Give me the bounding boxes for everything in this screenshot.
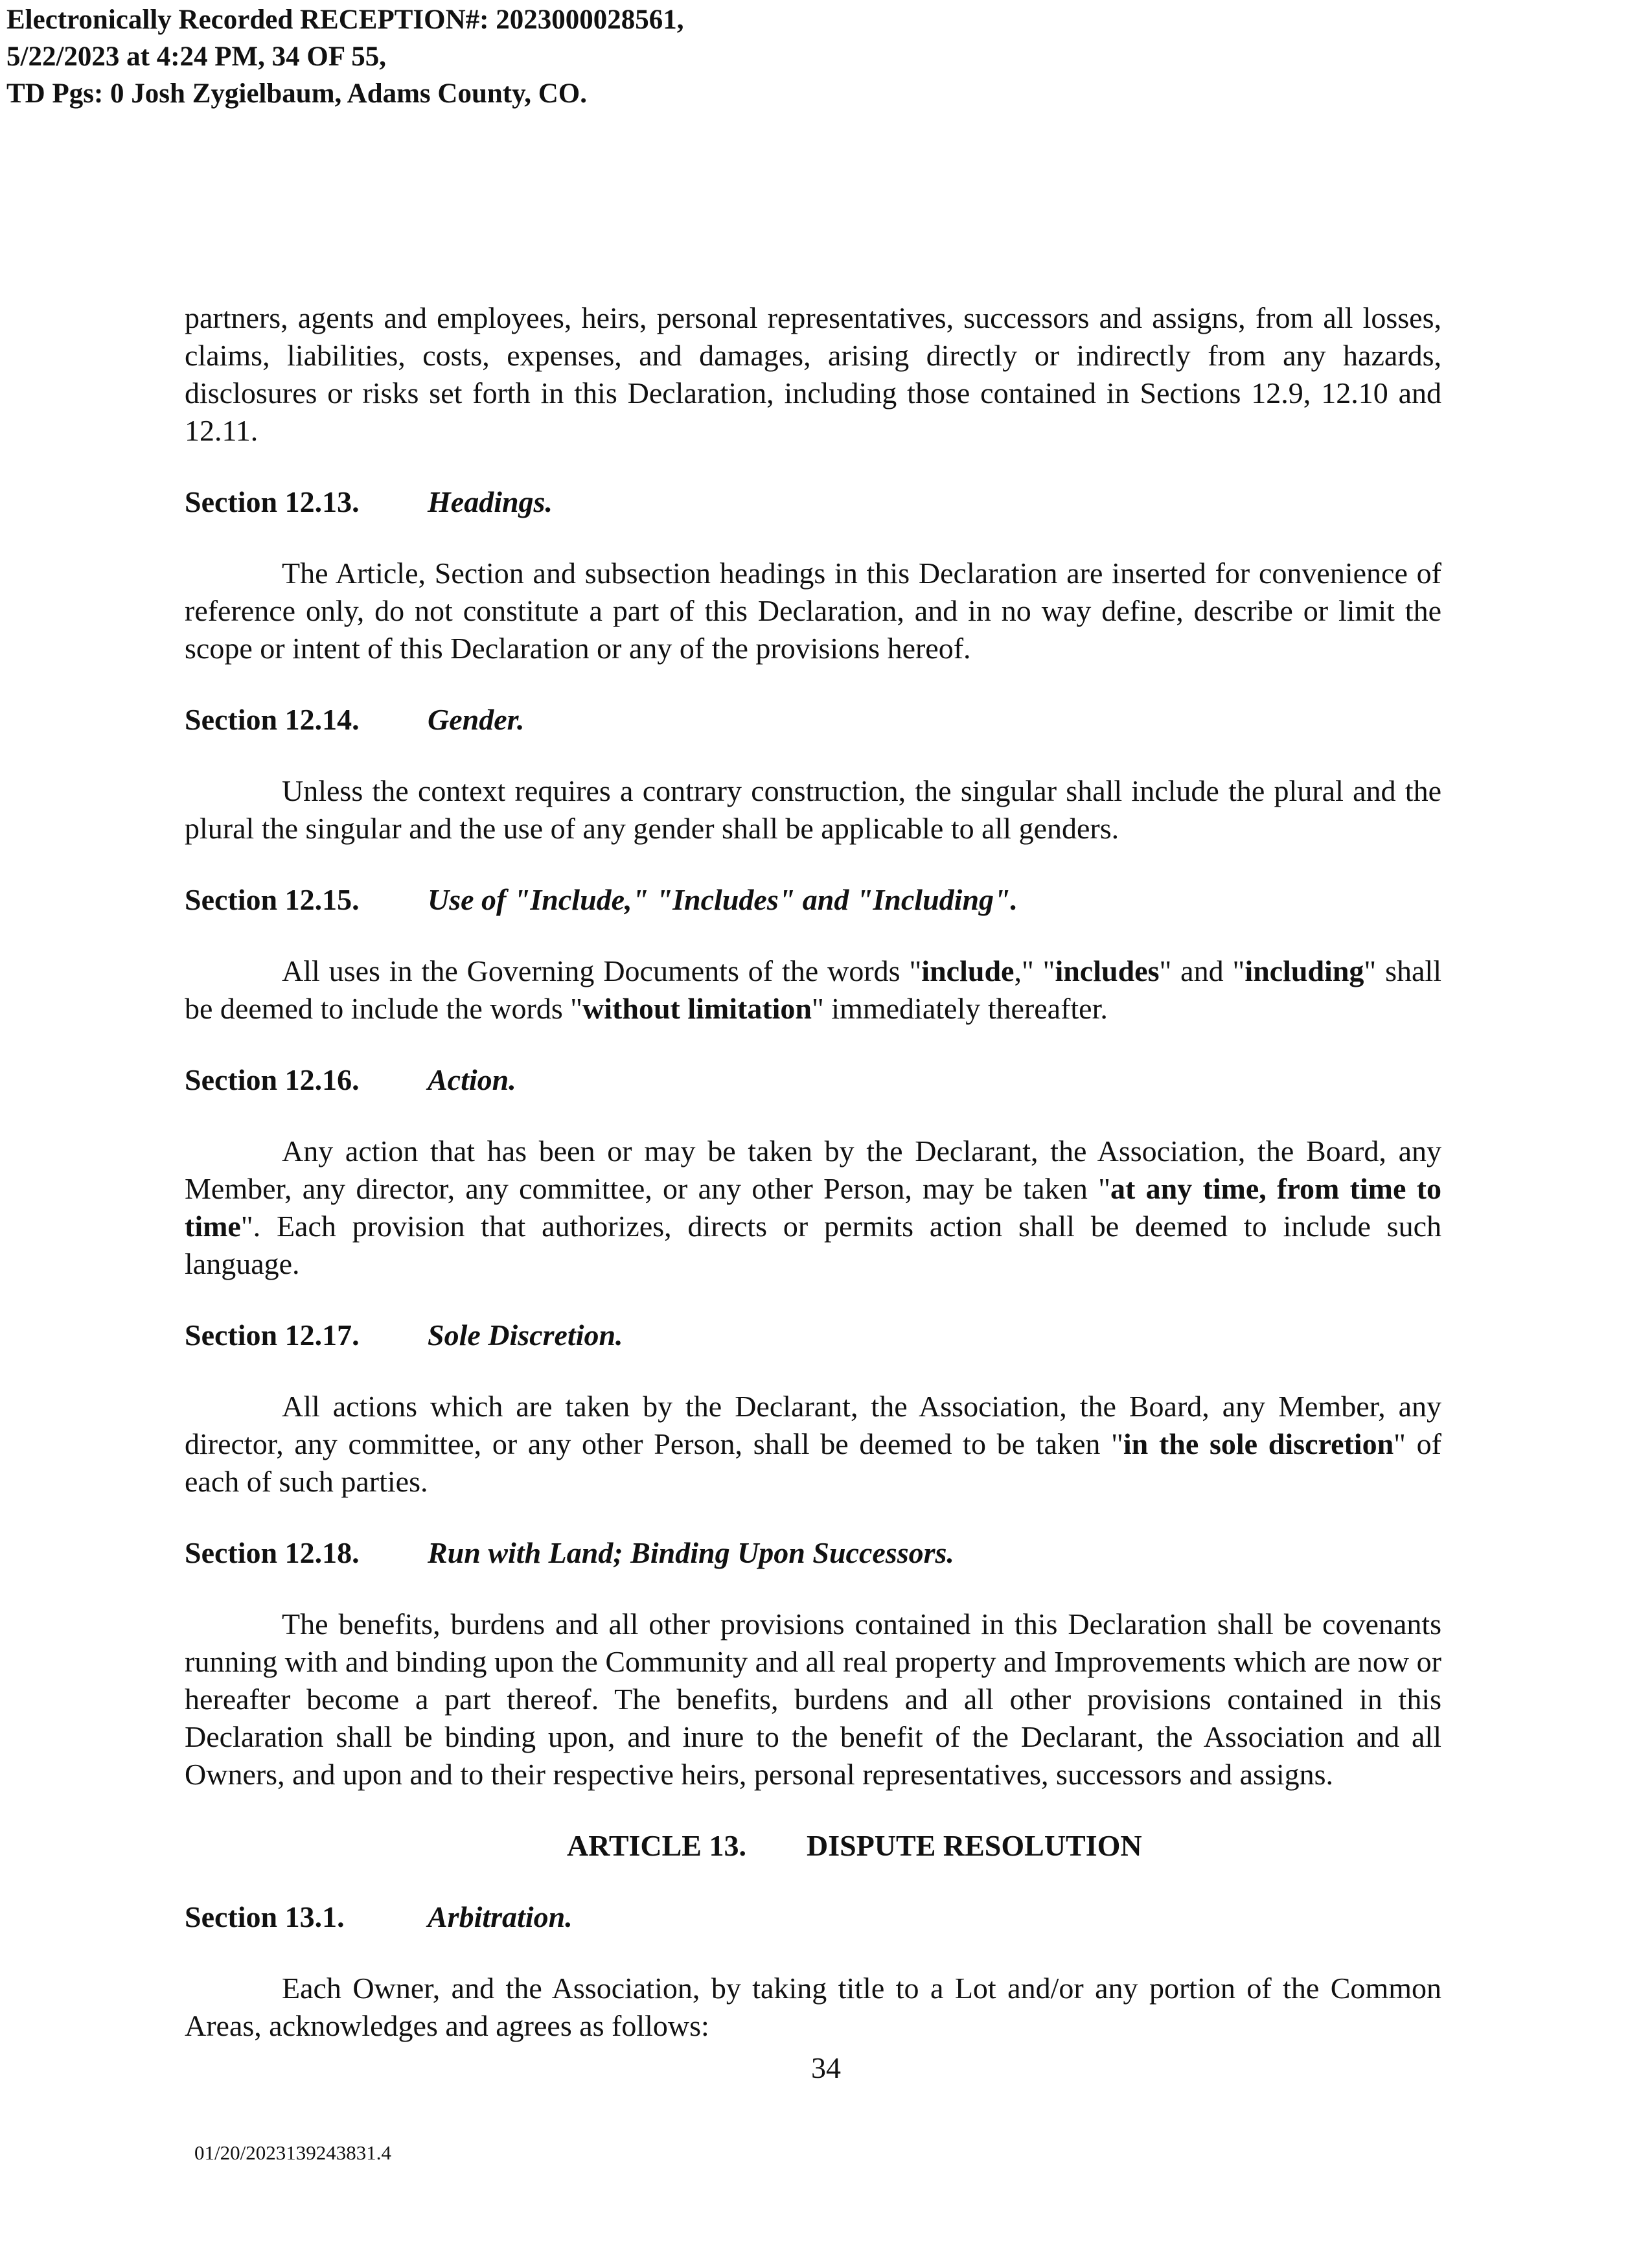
section-13-1-body: Each Owner, and the Association, by taking title to a Lot and/or any portion of the Common Areas, acknowledges and agrees as follows: — [185, 1972, 1441, 2042]
text-run: Any action that has been or may be taken by the Declarant, the Association, the Board, any Member, any director, any committee, or any other Person, may be taken " — [185, 1134, 1441, 1205]
section-title: Gender. — [428, 703, 525, 736]
section-12-13-heading — [185, 483, 1441, 521]
section-12-14-heading — [185, 701, 1441, 739]
section-13-1-heading — [185, 1898, 1441, 1936]
text-run: ". Each provision that authorizes, directs or permits action shall be deemed to include such language. — [185, 1210, 1441, 1280]
section-12-18-body: The benefits, burdens and all other provisions contained in this Declaration shall be covenants running with and binding upon the Community and all real property and Improvements which are now or hereafter become a part thereof. The benefits, burdens and all other provisions contained in this Declaration shall be binding upon, and inure to the benefit of the Declarant, the Association and all Owners, and upon and to their respective heirs, personal representatives, successors and assigns. — [185, 1607, 1441, 1791]
section-12-15-heading — [185, 881, 1441, 919]
bold-term: in the sole discretion — [1123, 1427, 1394, 1460]
section-number: Section 12.13. — [185, 485, 360, 518]
bold-term: without limitation — [582, 992, 812, 1025]
section-12-16-heading — [185, 1061, 1441, 1099]
section-number: Section 13.1. — [185, 1900, 345, 1933]
section-number: Section 12.14. — [185, 703, 360, 736]
bold-term: at any time, from time to time — [185, 1172, 1441, 1243]
section-title: Sole Discretion. — [428, 1318, 623, 1352]
section-number: Section 12.16. — [185, 1063, 360, 1096]
article-number: ARTICLE 13. — [567, 1829, 746, 1862]
section-number: Section 12.18. — [185, 1536, 360, 1569]
text-run: All uses in the Governing Documents of the words " — [282, 954, 922, 987]
article-13-heading — [185, 1827, 1441, 1865]
section-title: Run with Land; Binding Upon Successors. — [428, 1536, 954, 1569]
section-title: Headings. — [428, 485, 553, 518]
bold-term: includes — [1055, 954, 1160, 987]
bold-term: include — [921, 954, 1015, 987]
text-run: All actions which are taken by the Declarant, the Association, the Board, any Member, any director, any committee, or any other Person, shall be deemed to be taken " — [185, 1390, 1441, 1460]
article-title: DISPUTE RESOLUTION — [807, 1829, 1142, 1862]
document-id: 01/20/2023139243831.4 — [194, 2141, 391, 2164]
section-12-15-body — [185, 952, 1441, 1028]
text-run: " of each of such parties. — [185, 1427, 1441, 1498]
stamp-line-3: TD Pgs: 0 Josh Zygielbaum, Adams County, CO. — [6, 78, 587, 109]
text-run: ," " — [1014, 954, 1055, 987]
recording-stamp — [6, 1, 683, 112]
section-number: Section 12.15. — [185, 883, 360, 916]
page-number: 34 — [811, 2051, 841, 2084]
stamp-line-1: Electronically Recorded RECEPTION#: 2023000028561, — [6, 5, 684, 35]
section-12-16-body — [185, 1133, 1441, 1283]
section-12-17-body — [185, 1388, 1441, 1501]
text-run: " immediately thereafter. — [812, 992, 1108, 1025]
section-title: Action. — [428, 1063, 516, 1096]
section-number: Section 12.17. — [185, 1318, 360, 1352]
stamp-line-2: 5/22/2023 at 4:24 PM, 34 OF 55, — [6, 41, 387, 72]
section-12-17-heading — [185, 1317, 1441, 1354]
text-run: " and " — [1159, 954, 1245, 987]
document-body — [185, 299, 1441, 2078]
section-title: Use of "Include," "Includes" and "Including". — [428, 883, 1018, 916]
intro-paragraph: partners, agents and employees, heirs, personal representatives, successors and assigns, from all losses, claims, liabilities, costs, expenses, and damages, arising directly or indirectly from any hazards, disclosures or risks set forth in this Declaration, including those contained in Sections 12.9, 12.10 and 12.11. — [185, 301, 1441, 447]
text-run: " shall be deemed to include the words " — [185, 954, 1441, 1025]
section-12-13-body: The Article, Section and subsection headings in this Declaration are inserted for convenience of reference only, do not constitute a part of this Declaration, and in no way define, describe or limit the scope or intent of this Declaration or any of the provisions hereof. — [185, 557, 1441, 665]
bold-term: including — [1245, 954, 1364, 987]
section-12-14-body: Unless the context requires a contrary construction, the singular shall include the plural and the plural the singular and the use of any gender shall be applicable to all genders. — [185, 774, 1441, 845]
section-12-18-heading — [185, 1534, 1441, 1572]
section-title: Arbitration. — [428, 1900, 573, 1933]
